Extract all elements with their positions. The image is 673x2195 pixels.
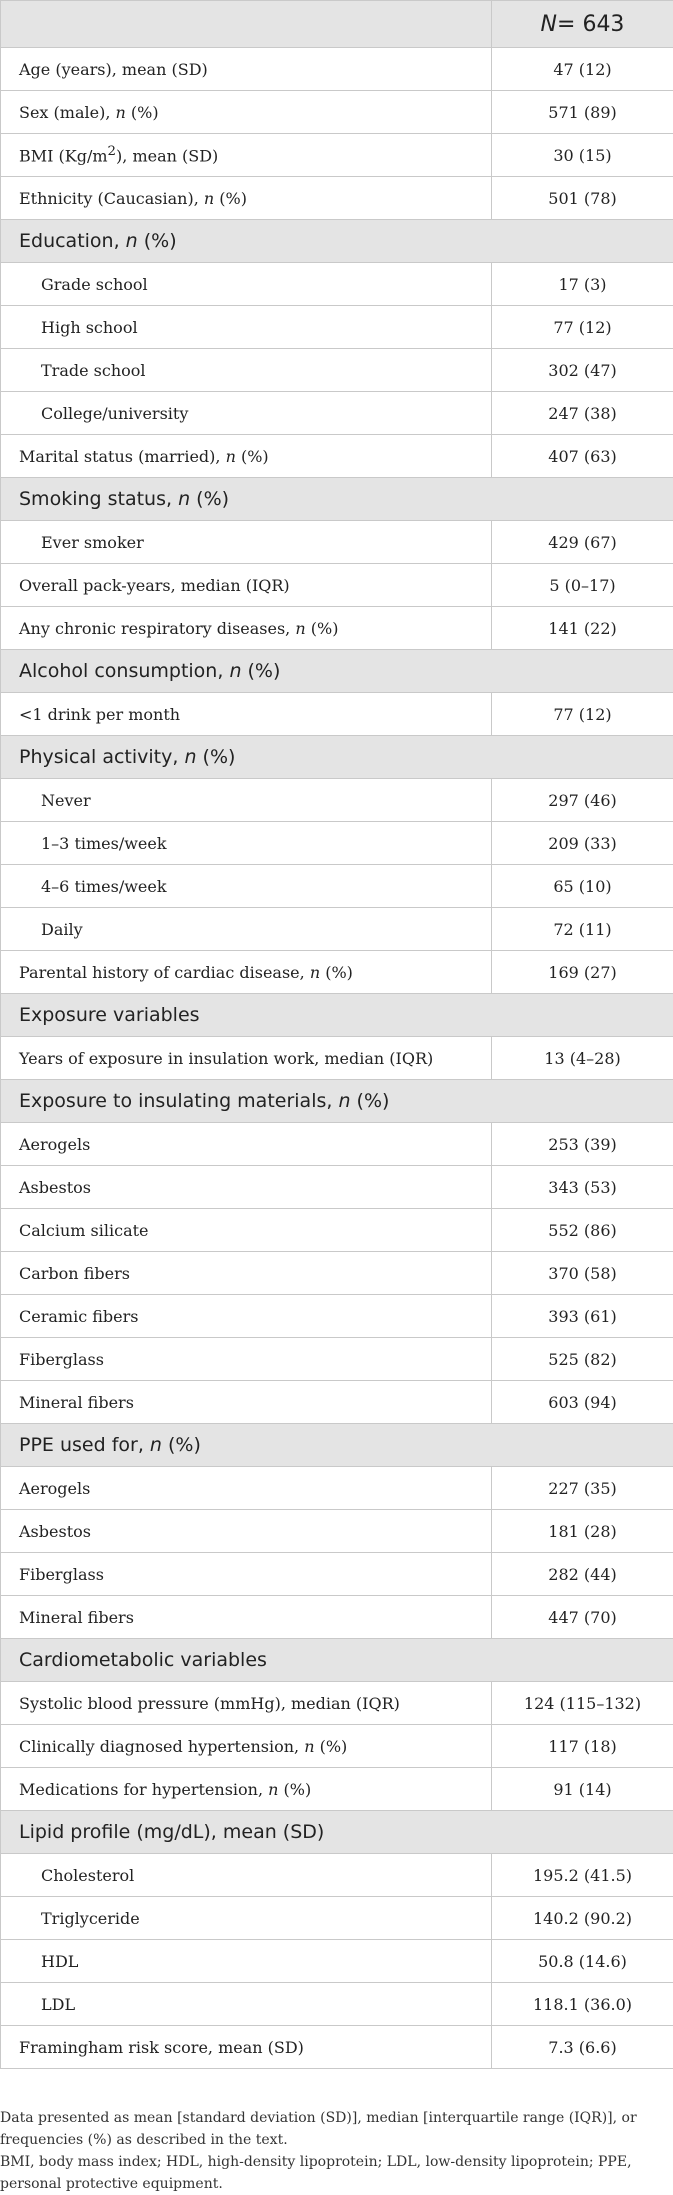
row-label bbox=[1, 521, 492, 564]
label-part: BMI (Kg/m bbox=[19, 147, 108, 166]
row-value: 47 (12) bbox=[492, 48, 673, 91]
row-label bbox=[1, 392, 492, 435]
label-part: 2 bbox=[108, 144, 116, 159]
table-row bbox=[1, 48, 673, 91]
row-value: 124 (115–132) bbox=[492, 1682, 673, 1725]
row-label bbox=[1, 779, 492, 822]
row-value: 447 (70) bbox=[492, 1596, 673, 1639]
row-value: 140.2 (90.2) bbox=[492, 1897, 673, 1940]
label-part: 4–6 times/week bbox=[41, 877, 167, 896]
label-part: n bbox=[204, 189, 214, 208]
label-part: Aerogels bbox=[19, 1135, 90, 1154]
table-row bbox=[1, 822, 673, 865]
label-part: n bbox=[126, 230, 138, 252]
section-title bbox=[1, 1424, 673, 1467]
label-part: Fiberglass bbox=[19, 1565, 104, 1584]
table-row bbox=[1, 306, 673, 349]
row-value: 552 (86) bbox=[492, 1209, 673, 1252]
row-value: 603 (94) bbox=[492, 1381, 673, 1424]
label-part: n bbox=[268, 1780, 278, 1799]
table-row bbox=[1, 607, 673, 650]
row-label bbox=[1, 1682, 492, 1725]
row-value: 429 (67) bbox=[492, 521, 673, 564]
label-part: Framingham risk score, mean (SD) bbox=[19, 2038, 304, 2057]
label-part: Education, bbox=[19, 230, 126, 252]
table-row bbox=[1, 2026, 673, 2069]
label-part: (%) bbox=[162, 1434, 201, 1456]
label-part: Parental history of cardiac disease, bbox=[19, 963, 310, 982]
label-part: PPE used for, bbox=[19, 1434, 150, 1456]
table-row bbox=[1, 951, 673, 994]
row-value: 7.3 (6.6) bbox=[492, 2026, 673, 2069]
section-header-row bbox=[1, 1811, 673, 1854]
table-row bbox=[1, 435, 673, 478]
label-part: n bbox=[116, 103, 126, 122]
label-part: Smoking status, bbox=[19, 488, 178, 510]
label-part: Alcohol consumption, bbox=[19, 660, 229, 682]
row-value: 13 (4–28) bbox=[492, 1037, 673, 1080]
table-row bbox=[1, 392, 673, 435]
row-value: 247 (38) bbox=[492, 392, 673, 435]
table-row bbox=[1, 1252, 673, 1295]
label-part: Daily bbox=[41, 920, 83, 939]
label-part: Physical activity, bbox=[19, 746, 184, 768]
row-label bbox=[1, 1295, 492, 1338]
label-part: (%) bbox=[306, 619, 339, 638]
label-part: Lipid profile (mg/dL), mean (SD) bbox=[19, 1821, 324, 1843]
row-value: 407 (63) bbox=[492, 435, 673, 478]
row-value: 195.2 (41.5) bbox=[492, 1854, 673, 1897]
label-part: High school bbox=[41, 318, 138, 337]
label-part: n bbox=[338, 1090, 350, 1112]
label-part: (%) bbox=[214, 189, 247, 208]
row-value: 253 (39) bbox=[492, 1123, 673, 1166]
row-label bbox=[1, 1596, 492, 1639]
label-part: (%) bbox=[190, 488, 229, 510]
section-header-row bbox=[1, 650, 673, 693]
table-row bbox=[1, 1209, 673, 1252]
table-row bbox=[1, 693, 673, 736]
table-row bbox=[1, 1166, 673, 1209]
row-value: 169 (27) bbox=[492, 951, 673, 994]
row-label bbox=[1, 48, 492, 91]
header-n-cell bbox=[492, 1, 673, 48]
header-n-value: = 643 bbox=[557, 12, 624, 37]
section-header-row bbox=[1, 478, 673, 521]
label-part: n bbox=[229, 660, 241, 682]
label-part: (%) bbox=[236, 447, 269, 466]
table-row bbox=[1, 779, 673, 822]
label-part: Clinically diagnosed hypertension, bbox=[19, 1737, 304, 1756]
row-value: 72 (11) bbox=[492, 908, 673, 951]
row-label bbox=[1, 1940, 492, 1983]
row-value: 50.8 (14.6) bbox=[492, 1940, 673, 1983]
label-part: (%) bbox=[138, 230, 177, 252]
table-row bbox=[1, 1768, 673, 1811]
label-part: Grade school bbox=[41, 275, 148, 294]
table-row bbox=[1, 91, 673, 134]
header-empty-cell bbox=[1, 1, 492, 48]
label-part: (%) bbox=[197, 746, 236, 768]
row-label bbox=[1, 263, 492, 306]
table-row bbox=[1, 1381, 673, 1424]
table-row bbox=[1, 1940, 673, 1983]
label-part: n bbox=[304, 1737, 314, 1756]
label-part: Mineral fibers bbox=[19, 1608, 134, 1627]
row-label bbox=[1, 951, 492, 994]
table-row bbox=[1, 1854, 673, 1897]
label-part: Sex (male), bbox=[19, 103, 116, 122]
label-part: n bbox=[150, 1434, 162, 1456]
row-value: 501 (78) bbox=[492, 177, 673, 220]
table-row bbox=[1, 263, 673, 306]
label-part: n bbox=[295, 619, 305, 638]
section-title bbox=[1, 650, 673, 693]
label-part: Asbestos bbox=[19, 1178, 91, 1197]
label-part: <1 drink per month bbox=[19, 705, 180, 724]
table-body bbox=[1, 1, 673, 2069]
row-value: 91 (14) bbox=[492, 1768, 673, 1811]
row-value: 571 (89) bbox=[492, 91, 673, 134]
row-label bbox=[1, 1467, 492, 1510]
label-part: n bbox=[184, 746, 196, 768]
row-value: 181 (28) bbox=[492, 1510, 673, 1553]
label-part: HDL bbox=[41, 1952, 78, 1971]
row-value: 5 (0–17) bbox=[492, 564, 673, 607]
table-row bbox=[1, 1983, 673, 2026]
table-row bbox=[1, 1467, 673, 1510]
table-row bbox=[1, 1596, 673, 1639]
label-part: Systolic blood pressure (mmHg), median (IQR) bbox=[19, 1694, 400, 1713]
section-header-row bbox=[1, 736, 673, 779]
row-label bbox=[1, 1854, 492, 1897]
table-row bbox=[1, 865, 673, 908]
label-part: LDL bbox=[41, 1995, 75, 2014]
row-label bbox=[1, 1897, 492, 1940]
footnote-abbreviations: BMI, body mass index; HDL, high-density lipoprotein; LDL, low-density lipoprotein; PPE, personal protective equipment. bbox=[0, 2151, 673, 2195]
row-label bbox=[1, 1166, 492, 1209]
section-header-row bbox=[1, 1424, 673, 1467]
row-label bbox=[1, 91, 492, 134]
row-value: 227 (35) bbox=[492, 1467, 673, 1510]
section-title bbox=[1, 220, 673, 263]
table-row bbox=[1, 1553, 673, 1596]
table-row bbox=[1, 1510, 673, 1553]
label-part: Ceramic fibers bbox=[19, 1307, 138, 1326]
row-value: 343 (53) bbox=[492, 1166, 673, 1209]
section-title bbox=[1, 1811, 673, 1854]
row-value: 17 (3) bbox=[492, 263, 673, 306]
table-row bbox=[1, 564, 673, 607]
label-part: Age (years), mean (SD) bbox=[19, 60, 208, 79]
label-part: Cholesterol bbox=[41, 1866, 134, 1885]
label-part: (%) bbox=[241, 660, 280, 682]
table-row bbox=[1, 1682, 673, 1725]
section-title bbox=[1, 478, 673, 521]
table-row bbox=[1, 521, 673, 564]
section-title bbox=[1, 1080, 673, 1123]
label-part: n bbox=[310, 963, 320, 982]
table-row bbox=[1, 1037, 673, 1080]
label-part: (%) bbox=[351, 1090, 390, 1112]
section-header-row bbox=[1, 1080, 673, 1123]
section-header-row bbox=[1, 220, 673, 263]
row-value: 65 (10) bbox=[492, 865, 673, 908]
row-label bbox=[1, 1725, 492, 1768]
label-part: ), mean (SD) bbox=[116, 147, 218, 166]
label-part: n bbox=[178, 488, 190, 510]
label-part: Asbestos bbox=[19, 1522, 91, 1541]
row-label bbox=[1, 177, 492, 220]
row-label bbox=[1, 1983, 492, 2026]
row-value: 209 (33) bbox=[492, 822, 673, 865]
table-row bbox=[1, 1123, 673, 1166]
label-part: Overall pack-years, median (IQR) bbox=[19, 576, 290, 595]
row-label bbox=[1, 1553, 492, 1596]
row-label bbox=[1, 908, 492, 951]
row-label bbox=[1, 1338, 492, 1381]
table-header-row bbox=[1, 1, 673, 48]
row-label bbox=[1, 693, 492, 736]
row-value: 77 (12) bbox=[492, 693, 673, 736]
label-part: College/university bbox=[41, 404, 188, 423]
label-part: n bbox=[226, 447, 236, 466]
row-label bbox=[1, 2026, 492, 2069]
table-row bbox=[1, 908, 673, 951]
row-label bbox=[1, 1209, 492, 1252]
section-header-row bbox=[1, 1639, 673, 1682]
label-part: Exposure variables bbox=[19, 1004, 200, 1026]
label-part: (%) bbox=[315, 1737, 348, 1756]
row-label bbox=[1, 134, 492, 177]
row-label bbox=[1, 349, 492, 392]
row-value: 118.1 (36.0) bbox=[492, 1983, 673, 2026]
section-title bbox=[1, 736, 673, 779]
label-part: Ever smoker bbox=[41, 533, 144, 552]
label-part: Mineral fibers bbox=[19, 1393, 134, 1412]
table-row bbox=[1, 1725, 673, 1768]
table-footnote bbox=[0, 2107, 673, 2195]
row-label bbox=[1, 1510, 492, 1553]
label-part: Fiberglass bbox=[19, 1350, 104, 1369]
row-value: 393 (61) bbox=[492, 1295, 673, 1338]
row-value: 302 (47) bbox=[492, 349, 673, 392]
row-label bbox=[1, 1252, 492, 1295]
label-part: 1–3 times/week bbox=[41, 834, 167, 853]
label-part: Exposure to insulating materials, bbox=[19, 1090, 338, 1112]
row-value: 30 (15) bbox=[492, 134, 673, 177]
label-part: Trade school bbox=[41, 361, 146, 380]
label-part: Years of exposure in insulation work, median (IQR) bbox=[19, 1049, 433, 1068]
label-part: Triglyceride bbox=[41, 1909, 140, 1928]
table-row bbox=[1, 134, 673, 177]
label-part: (%) bbox=[126, 103, 159, 122]
table-row bbox=[1, 1897, 673, 1940]
header-n-label bbox=[541, 12, 625, 37]
row-label bbox=[1, 1037, 492, 1080]
label-part: Aerogels bbox=[19, 1479, 90, 1498]
table-row bbox=[1, 349, 673, 392]
row-label bbox=[1, 564, 492, 607]
table-row bbox=[1, 1295, 673, 1338]
label-part: (%) bbox=[320, 963, 353, 982]
label-part: Never bbox=[41, 791, 91, 810]
table-row bbox=[1, 177, 673, 220]
label-part: Cardiometabolic variables bbox=[19, 1649, 267, 1671]
label-part: (%) bbox=[278, 1780, 311, 1799]
header-n-symbol: N bbox=[541, 12, 557, 37]
row-label bbox=[1, 306, 492, 349]
section-title bbox=[1, 1639, 673, 1682]
label-part: Calcium silicate bbox=[19, 1221, 149, 1240]
row-label bbox=[1, 435, 492, 478]
row-label bbox=[1, 1768, 492, 1811]
row-value: 525 (82) bbox=[492, 1338, 673, 1381]
section-header-row bbox=[1, 994, 673, 1037]
row-value: 141 (22) bbox=[492, 607, 673, 650]
row-value: 77 (12) bbox=[492, 306, 673, 349]
row-value: 282 (44) bbox=[492, 1553, 673, 1596]
label-part: Marital status (married), bbox=[19, 447, 226, 466]
row-label bbox=[1, 865, 492, 908]
row-value: 370 (58) bbox=[492, 1252, 673, 1295]
row-value: 297 (46) bbox=[492, 779, 673, 822]
footnote-data-presentation: Data presented as mean [standard deviation (SD)], median [interquartile range (IQR)], or frequencies (%) as described in the text. bbox=[0, 2107, 673, 2151]
label-part: Ethnicity (Caucasian), bbox=[19, 189, 204, 208]
label-part: Any chronic respiratory diseases, bbox=[19, 619, 295, 638]
row-label bbox=[1, 607, 492, 650]
row-label bbox=[1, 822, 492, 865]
label-part: Medications for hypertension, bbox=[19, 1780, 268, 1799]
label-part: Carbon fibers bbox=[19, 1264, 130, 1283]
row-label bbox=[1, 1381, 492, 1424]
row-value: 117 (18) bbox=[492, 1725, 673, 1768]
row-label bbox=[1, 1123, 492, 1166]
table-row bbox=[1, 1338, 673, 1381]
section-title bbox=[1, 994, 673, 1037]
